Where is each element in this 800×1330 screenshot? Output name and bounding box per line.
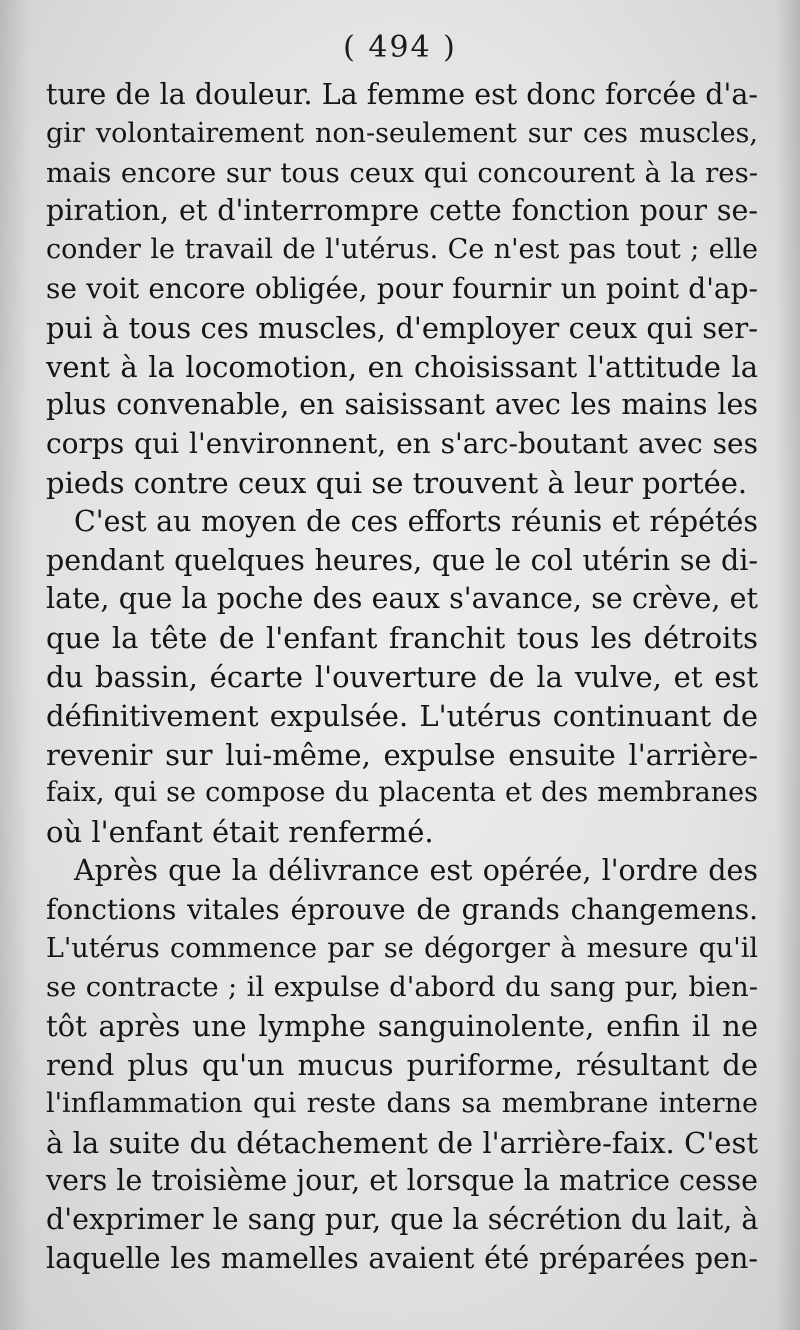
text-line: revenir sur lui-même, expulse ensuite l'arrière- <box>46 737 758 772</box>
text-line: vent à la locomotion, en choisissant l'attitude la <box>46 349 758 384</box>
text-line: définitivement expulsée. L'utérus continuant de <box>46 698 758 733</box>
text-line: se voit encore obligée, pour fournir un point d'ap- <box>46 271 758 305</box>
body-text <box>46 76 758 1279</box>
text-line: vers le troisième jour, et lorsque la matrice cesse <box>46 1164 758 1198</box>
text-line: plus convenable, en saisissant avec les mains les <box>46 388 758 422</box>
page-edge-shadow-right <box>776 0 800 1330</box>
text-line: piration, et d'interrompre cette fonction pour se- <box>46 194 758 228</box>
text-line: l'inflammation qui reste dans sa membrane interne <box>46 1087 758 1119</box>
text-line: pendant quelques heures, que le col utérin se di- <box>46 543 758 577</box>
text-line: L'utérus commence par se dégorger à mesure qu'il <box>46 932 758 964</box>
text-line: que la tête de l'enfant franchit tous les détroits <box>46 621 758 656</box>
text-line: ture de la douleur. La femme est donc forcée d'a- <box>46 78 758 111</box>
text-line: d'exprimer le sang pur, que la sécrétion du lait, à <box>46 1203 758 1237</box>
text-line: fonctions vitales éprouve de grands changemens. <box>46 892 758 926</box>
text-line: à la suite du détachement de l'arrière-faix. C'est <box>46 1125 758 1160</box>
page-edge-shadow-left <box>0 0 30 1330</box>
text-line: du bassin, écarte l'ouverture de la vulve, et est <box>46 659 758 694</box>
text-line: mais encore sur tous ceux qui concourent à la res- <box>46 156 758 189</box>
text-line: pieds contre ceux qui se trouvent à leur portée. <box>46 465 748 500</box>
text-line: faix, qui se compose du placenta et des membranes <box>46 777 758 809</box>
text-line: où l'enfant était renfermé. <box>46 815 434 850</box>
text-line: corps qui l'environnent, en s'arc-boutant avec ses <box>46 427 758 461</box>
text-line: se contracte ; il expulse d'abord du sang pur, bien- <box>46 971 758 1004</box>
text-line: gir volontairement non-seulement sur ces muscles, <box>46 117 758 149</box>
text-line: laquelle les mamelles avaient été préparées pen- <box>46 1241 758 1275</box>
text-line: conder le travail de l'utérus. Ce n'est pas tout ; elle <box>46 234 758 266</box>
text-line: tôt après une lymphe sanguinolente, enfin il ne <box>46 1009 758 1044</box>
text-line: Après que la délivrance est opérée, l'ordre des <box>74 853 758 887</box>
page-number: ( 494 ) <box>343 30 457 65</box>
text-line: C'est au moyen de ces efforts réunis et répétés <box>74 504 758 538</box>
text-line: pui à tous ces muscles, d'employer ceux qui ser- <box>46 310 758 345</box>
text-line: rend plus qu'un mucus puriforme, résultant de <box>46 1047 758 1082</box>
text-line: late, que la poche des eaux s'avance, se crève, et <box>46 582 758 616</box>
